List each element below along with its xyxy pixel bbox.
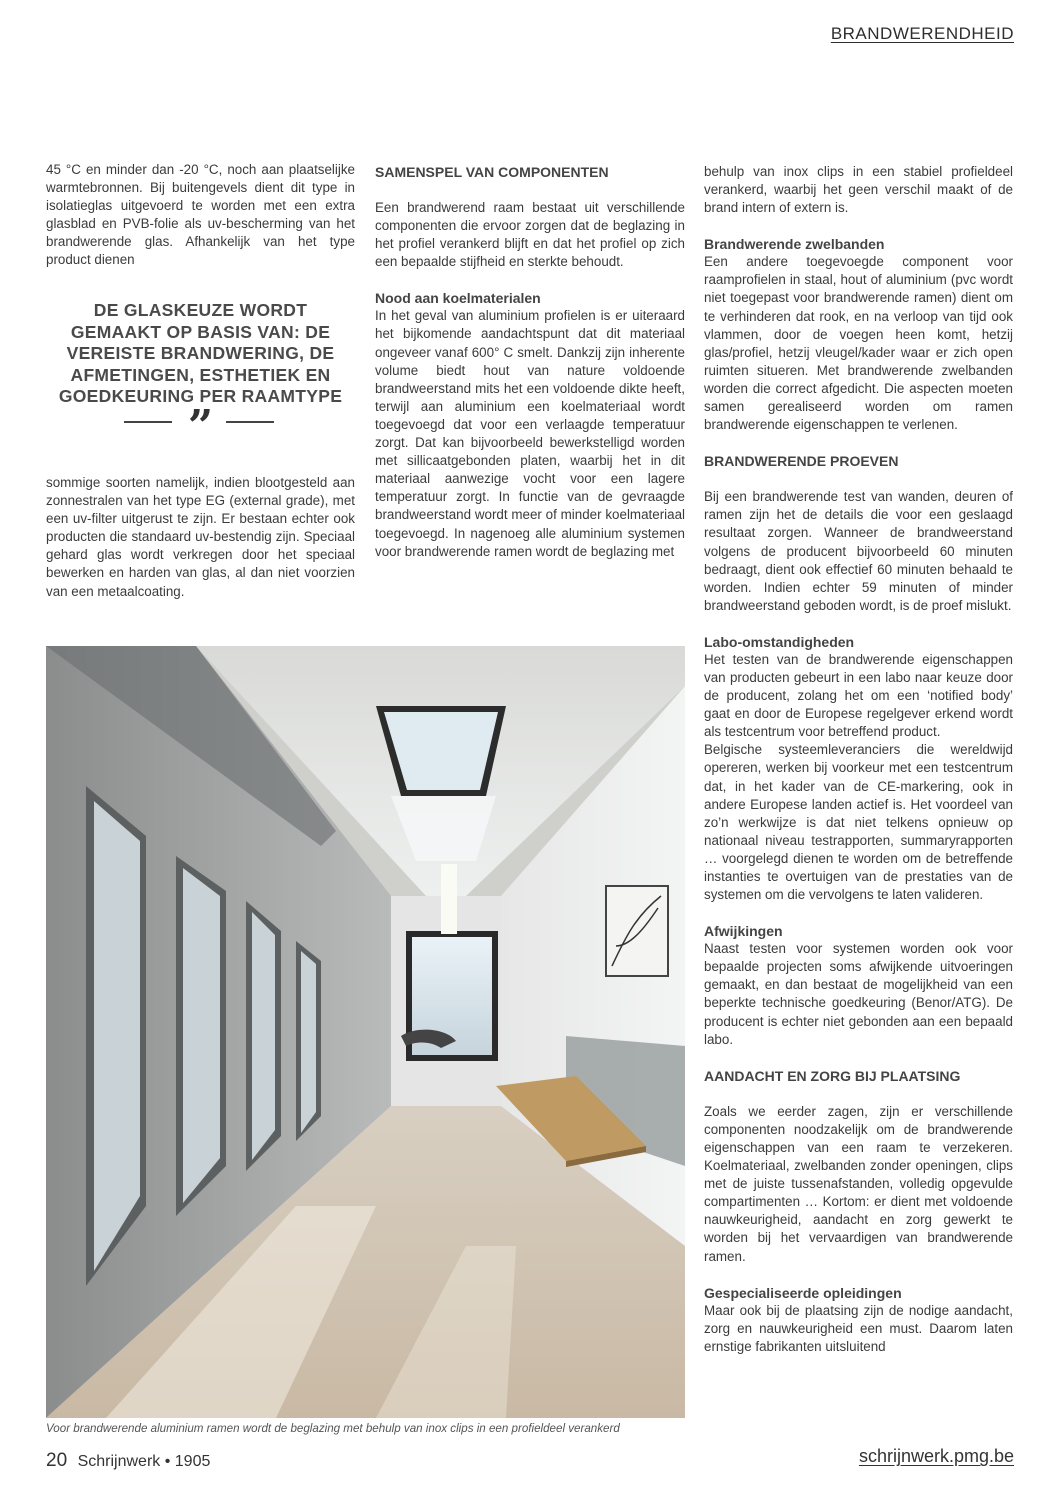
section-title: BRANDWERENDHEID bbox=[830, 24, 1014, 43]
quote-mark-icon bbox=[46, 401, 355, 452]
column-3 bbox=[704, 163, 1013, 1356]
pull-quote: DE GLASKEUZE WORDT GEMAAKT OP BASIS VAN: DE VEREISTE BRANDWERING, DE AFMETINGEN, ESTHETIEK EN GOEDKEURING PER RAAMTYPE bbox=[58, 300, 343, 406]
subheading: Labo-omstandigheden bbox=[704, 633, 855, 650]
quote-glyph: ” bbox=[187, 401, 214, 452]
body-paragraph: Belgische systeemleveranciers die wereldwijd opereren, werken bij voorkeur met een testcentrum dat, in het kader van de CE-markering, ook in andere Europese landen actief is. Het voordeel van zo’n werkwijze is dat niet telkens opnieuw op nationaal niveau testrapporten, summaryrapporten … voorgelegd dienen te worden om de betreffende instanties te overtuigen van de prestaties van de systemen om die vervolgens te laten valideren. bbox=[704, 742, 1013, 903]
footer-url-link[interactable]: schrijnwerk.pmg.be bbox=[858, 1446, 1014, 1466]
body-paragraph: Een andere toegevoegde component voor raamprofielen in staal, hout of aluminium (pvc wordt niet toegepast voor brandwerende ramen) dient om te verhinderen dat rook, en na verloop van tijd ook vlammen, door de voegen heen komt, hetzij glas/profiel, hetzij vleugel/kader waar er zich open ruimten situeren. Met brandwerende zwelbanden worden die correct afgedicht. Die aspecten moeten samen gerealiseerd worden om ramen brandwerende eigenschappen te verlenen. bbox=[704, 254, 1013, 433]
subheading: Gespecialiseerde opleidingen bbox=[704, 1284, 902, 1301]
body-paragraph: In het geval van aluminium profielen is er uiteraard het bijkomende aandachtspunt dat dit materiaal ongeveer vanaf 600° C smelt. Dankzij zijn inherente volume biedt hout van nature voldoende brandweerstand mits het een voldoende dikte heeft, terwijl aan aluminium een koelmateriaal wordt toegevoegd dat voor een verlaagde temperatuur zorgt. Dat kan bijvoorbeeld bewerkstelligd worden met sillicaatgebonden platen, waarbij het in dit materiaal aanwezige vocht voor een lagere temperatuur zorgt. In functie van de gevraagde brandweerstand wordt meer of minder koelmateriaal toegevoegd. In nagenoeg alle aluminium systemen voor brandwerende ramen wordt de beglazing met bbox=[375, 308, 685, 559]
quote-divider-right bbox=[226, 421, 274, 423]
body-paragraph: sommige soorten namelijk, indien blootgesteld aan zonnestralen van het type EG (external grade), met een uv-filter uitgerust te zijn. Er bestaan echter ook producten die standaard uv-bestendig zijn. Speciaal gehard glas wordt verkregen door het speciaal bewerken en harden van glas, al dan niet voorzien van een metaalcoating. bbox=[46, 475, 355, 599]
column-1-bottom bbox=[46, 474, 355, 601]
body-paragraph: 45 °C en minder dan -20 °C, noch aan plaatselijke warmtebronnen. Bij buitengevels dient dit type in isolatieglas uitgevoerd te worden met een extra glasblad en PVB-folie als uv-bescherming van het brandwerende glas. Afhankelijk van het type product dienen bbox=[46, 162, 355, 268]
page-number: 20 bbox=[46, 1450, 68, 1471]
photo-caption: Voor brandwerende aluminium ramen wordt de beglazing met behulp van inox clips in een profieldeel verankerd bbox=[46, 1422, 620, 1435]
subheading: Afwijkingen bbox=[704, 923, 783, 940]
corridor-photo bbox=[46, 646, 685, 1418]
body-paragraph: Een brandwerend raam bestaat uit verschillende componenten die ervoor zorgen dat de beglazing in het profiel verankerd blijft en dat het profiel op zich een bepaalde stijfheid en sterkte behoudt. bbox=[375, 200, 685, 270]
footer-page-info bbox=[46, 1450, 210, 1472]
publication-name: Schrijnwerk • 1905 bbox=[77, 1453, 211, 1470]
subheading: Nood aan koelmaterialen bbox=[375, 290, 541, 307]
subheading: Brandwerende zwelbanden bbox=[704, 236, 885, 253]
body-paragraph: behulp van inox clips in een stabiel profieldeel verankerd, waarbij het geen verschil maakt of de brand intern of extern is. bbox=[704, 164, 1013, 216]
section-heading: BRANDWERENDE PROEVEN bbox=[704, 453, 899, 470]
section-heading: AANDACHT EN ZORG BIJ PLAATSING bbox=[704, 1067, 961, 1084]
body-paragraph: Het testen van de brandwerende eigenschappen van producten gebeurt in een labo naar keuze door de producent, zolang het om een ‘notified body’ gaat en door de Europese regelgever erkend wordt als testcentrum voor betreffend product. bbox=[704, 651, 1013, 740]
body-paragraph: Bij een brandwerende test van wanden, deuren of ramen zijn het de details die voor een geslaagd resultaat zorgen. Wanneer de brandweerstand volgens de producent bijvoorbeeld 60 minuten bedraagt, dient ook effectief 60 minuten behaald te worden. Indien echter 59 minuten of minder brandweerstand geboden wordt, is de proef mislukt. bbox=[704, 489, 1013, 613]
body-paragraph: Maar ook bij de plaatsing zijn de nodige aandacht, zorg en nauwkeurigheid een must. Daarom laten ernstige fabrikanten uitsluitend bbox=[704, 1302, 1013, 1354]
body-paragraph: Naast testen voor systemen worden ook voor bepaalde projecten soms afwijkende uitvoeringen gemaakt, en dan bestaat de mogelijkheid van een beperkte technische goedkeuring (Benor/ATG). De producent is echter niet gebonden aan een bepaald labo. bbox=[704, 941, 1013, 1047]
body-paragraph: Zoals we eerder zagen, zijn er verschillende componenten noodzakelijk om de brandwerende eigenschappen van een raam te verzekeren. Koelmateriaal, zwelbanden zonder openingen, clips met de juiste tussenafstanden, volledig opgevulde compartimenten … Kortom: er dient met voldoende nauwkeurigheid, aandacht en zorg gewerkt te worden bij het vervaardigen van brandwerende ramen. bbox=[704, 1103, 1013, 1264]
column-1-top bbox=[46, 161, 355, 270]
section-heading: SAMENSPEL VAN COMPONENTEN bbox=[375, 164, 609, 180]
column-2 bbox=[375, 163, 685, 561]
